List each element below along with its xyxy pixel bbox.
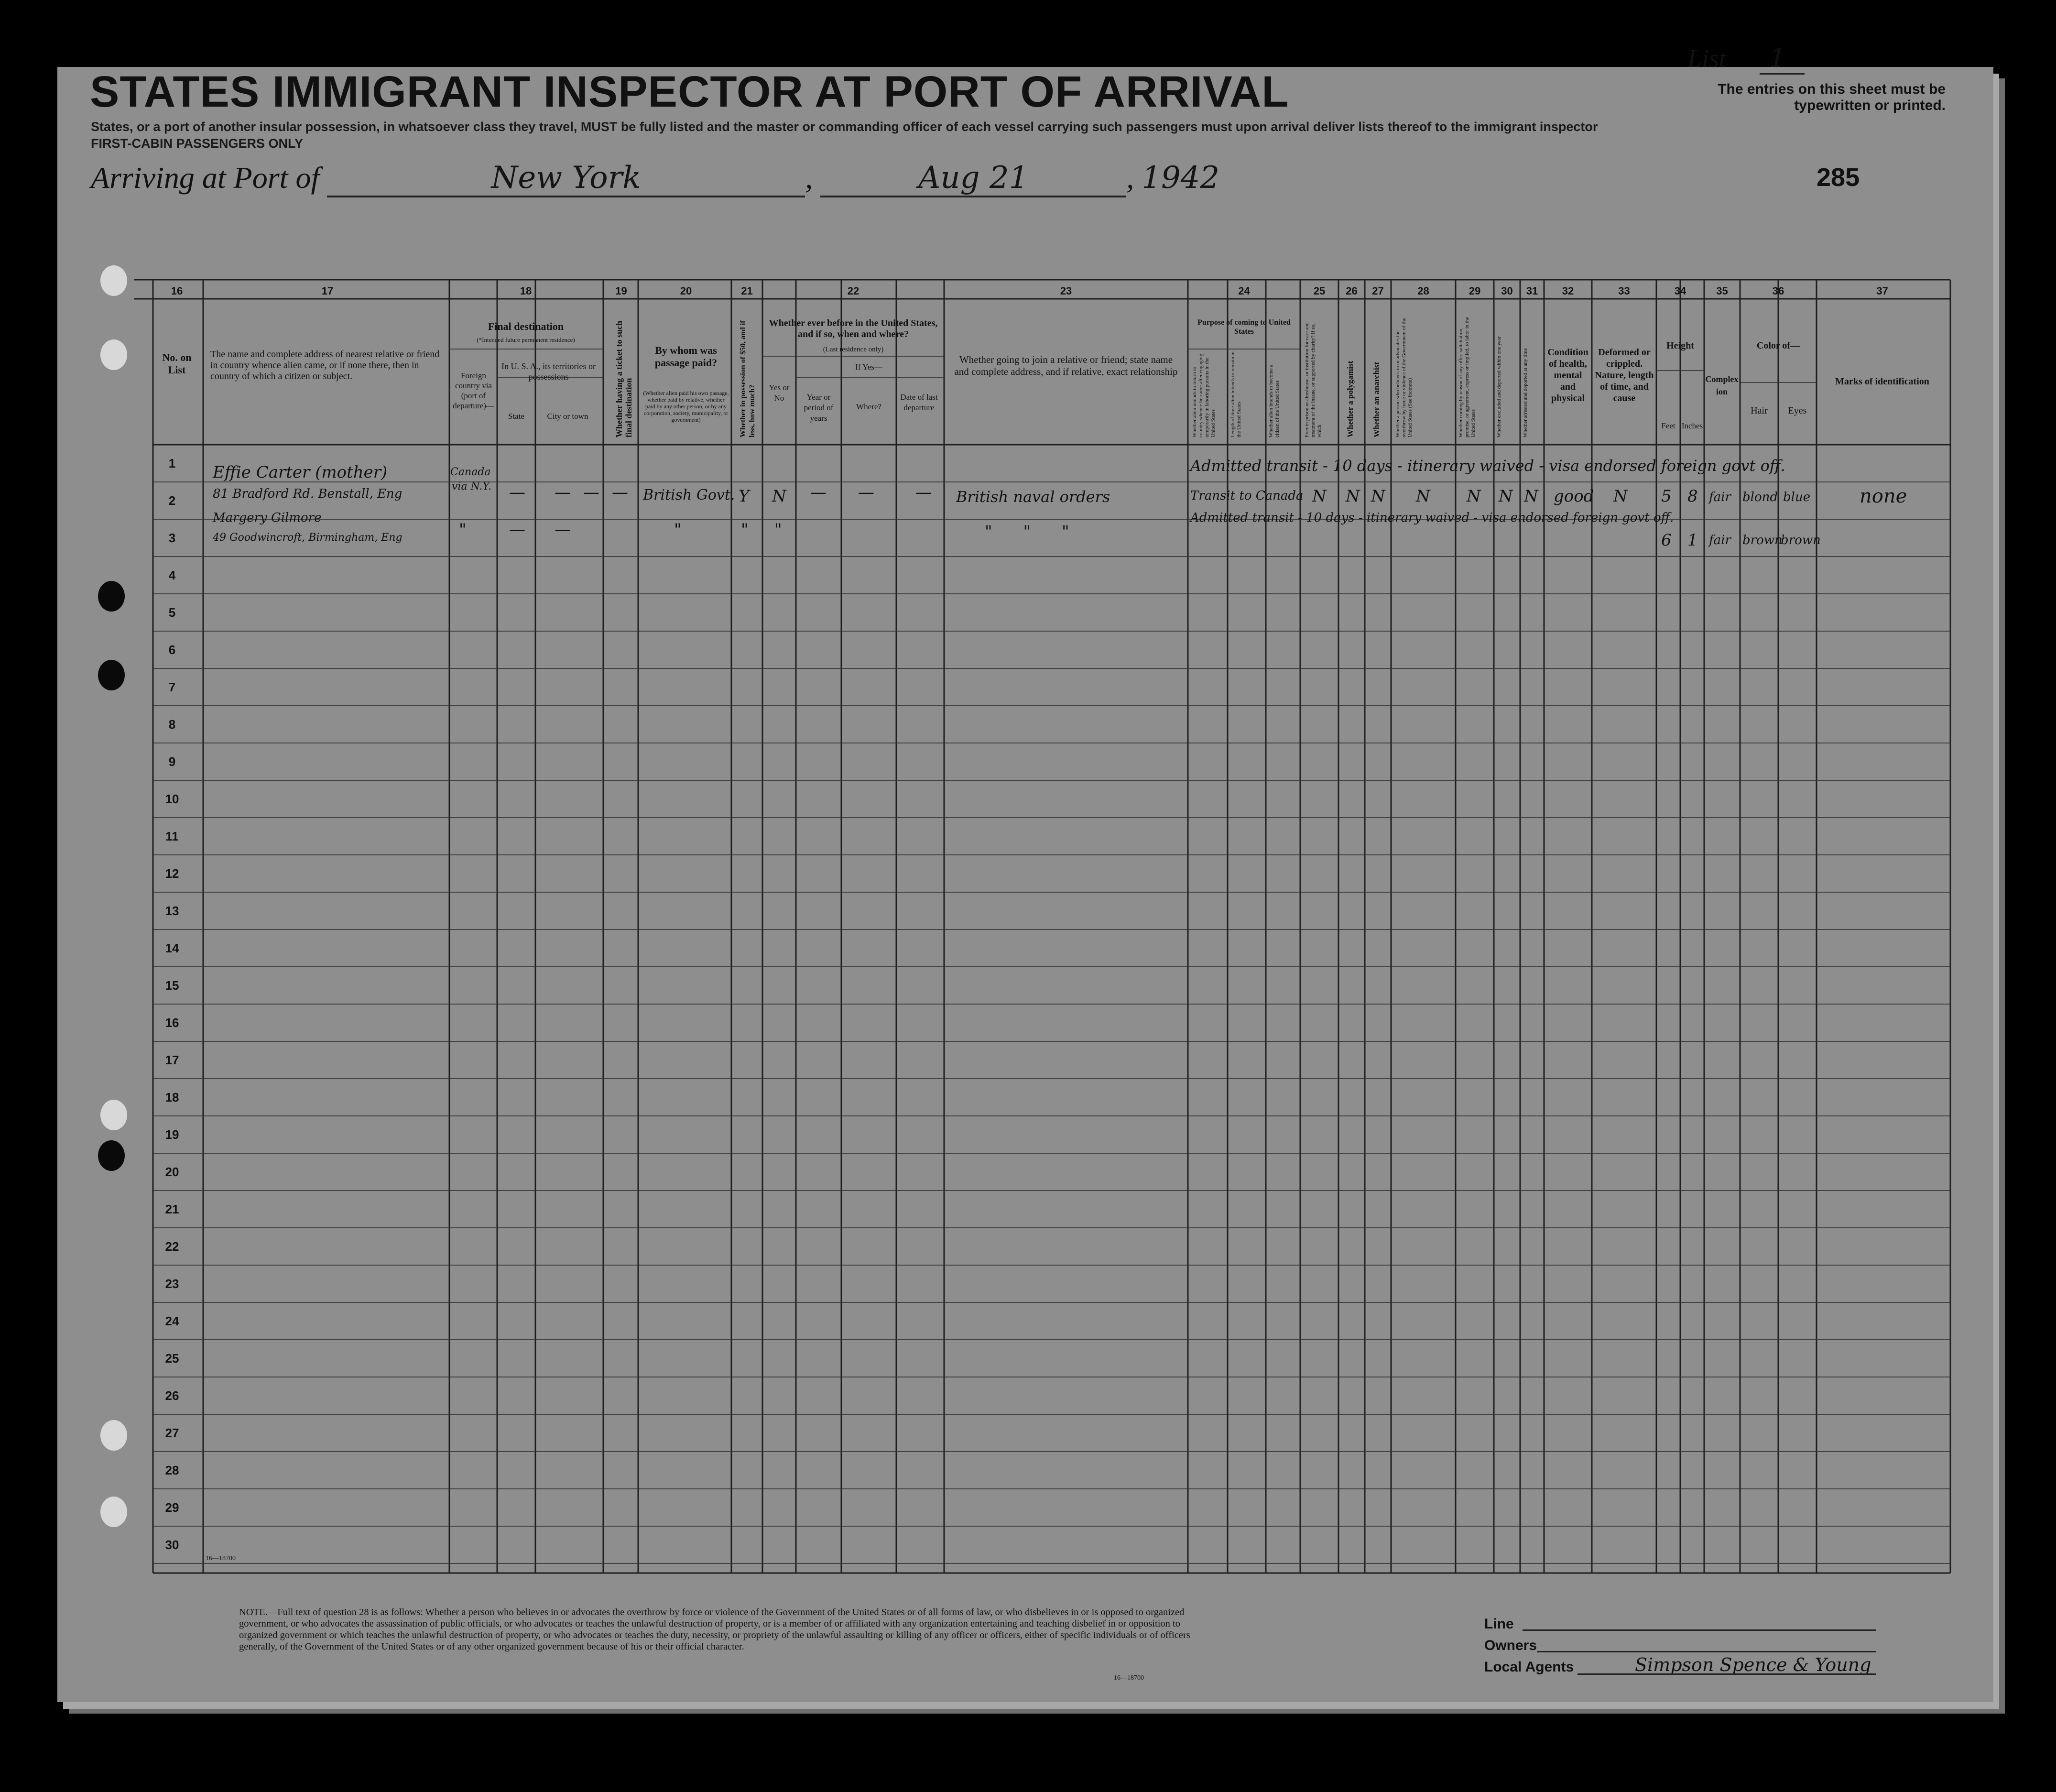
header-no-on-list: No. on List [162, 351, 192, 376]
row1-year: — [810, 483, 827, 502]
row1-q25: N [1312, 487, 1327, 506]
header-q31: Whether arrested and deported at any time [1523, 348, 1528, 437]
row1-q28: N [1416, 487, 1430, 506]
header-ever-before-note: (Last residence only) [823, 346, 884, 353]
row-number: 24 [165, 1314, 179, 1328]
row1-joining: British naval orders [956, 488, 1110, 506]
col-number: 23 [1060, 285, 1072, 297]
header-state: State [508, 412, 524, 421]
row1-hair: blond [1742, 490, 1778, 504]
row2-city: — [555, 520, 571, 539]
col-number: 32 [1562, 285, 1574, 297]
row-number: 27 [165, 1426, 179, 1440]
col-number: 24 [1238, 285, 1250, 297]
header-purpose-b: Length of time alien intends to remain in the United States [1230, 351, 1242, 437]
header-height: Height [1666, 340, 1694, 351]
row1-ticket: — [612, 483, 628, 502]
date-field: Aug 21 [820, 160, 1126, 197]
row1-foreign: Canada [450, 466, 491, 478]
row2-complexion: fair [1709, 533, 1731, 547]
footer-agents-blank [1577, 1673, 1876, 1675]
header-q29: Whether coming by reason of any offer, solicitation, promise, or agreement, express or implied, to labor in the United States [1458, 317, 1476, 437]
col-number: 18 [520, 285, 532, 297]
row-number: 23 [165, 1277, 179, 1291]
col-number: 36 [1772, 285, 1784, 297]
header-deformed: Deformed or crippled. Nature, length of time, and cause [1595, 347, 1654, 404]
header-polygamist: Whether a polygamist [1346, 361, 1355, 437]
footnote-q28: NOTE.—Full text of question 28 is as follows: Whether a person who believes in or advocates the overthrow by force or violence of the Government of the United States or of all forms of law, or who disbelieves in or is opposed to organized government, or who advocates the assassination of public officials, or who advocates or teaches the unlawful destruction of property, or is a member of or affiliated with any organization entertaining and teaching disbelief in or opposition to organized government or which teaches the unlawful destruction of property, or who advocates or teaches the duty, necessity, or propriety of the unlawful assaulting or killing of any officer or officers, either of specific individuals or of officers generally, of the Government of the United States or of any other organized government because of his or their official character. [239, 1607, 1190, 1652]
header-if-yes: If Yes— [855, 362, 882, 372]
row1-deformed: N [1613, 487, 1628, 506]
col-number: 33 [1618, 285, 1630, 297]
col-number: 17 [321, 285, 334, 297]
row2-yes-no: " [774, 520, 782, 539]
row1-relative-address: 81 Bradford Rd. Benstall, Eng [213, 487, 402, 501]
header-prison: Ever in prison or almshouse, or institution for care and treatment of the insane, or supported by charity? If so, which [1304, 322, 1322, 437]
col-number: 29 [1469, 285, 1481, 297]
row1-q27: N [1371, 487, 1385, 506]
header-purpose-a: Whether alien intends to return to country whence he came after engaging temporarily in laboring pursuits in the United States [1192, 354, 1216, 437]
row-number: 20 [165, 1165, 179, 1179]
row1-q26: N [1346, 487, 1360, 506]
header-by-whom: By whom was passage paid? [654, 344, 718, 369]
header-health: Condition of health, mental and physical [1547, 347, 1588, 404]
header-complexion: Complexion [1705, 374, 1739, 396]
header-inches: Inches [1681, 421, 1703, 430]
row-number: 21 [165, 1202, 179, 1216]
row1-q29: N [1467, 487, 1481, 506]
row-number: 30 [165, 1538, 179, 1552]
row2-hair: brown [1742, 533, 1783, 547]
header-marks: Marks of identification [1835, 376, 1929, 387]
header-feet: Feet [1661, 421, 1675, 430]
row2-inches: 1 [1687, 531, 1698, 550]
footer-line-label: Line [1484, 1616, 1514, 1632]
header-by-whom-note: (Whether alien paid his own passage, whether paid by relative, whether paid by any other person, or by any corporation, society, municipality, or government) [643, 390, 729, 423]
row2-foreign: " [459, 520, 467, 539]
row-number: 2 [168, 493, 176, 508]
row-number: 6 [168, 643, 176, 657]
row1-health: good [1554, 487, 1594, 506]
row-number: 9 [168, 754, 176, 769]
col-number: 35 [1716, 285, 1728, 297]
row2-possession: " [741, 520, 749, 539]
list-number: List 1 [1687, 43, 1805, 73]
row-number: 11 [165, 829, 179, 843]
header-hair: Hair [1751, 405, 1768, 416]
header-foreign-country: Foreign country via (port of departure)— [453, 371, 494, 410]
row1-purpose-note: Admitted transit - 10 days - itinerary waived - visa endorsed foreign govt off. [1190, 457, 1785, 475]
port-field: New York [327, 160, 805, 197]
row1-feet: 5 [1661, 487, 1672, 506]
row-number: 17 [165, 1053, 179, 1067]
row-number: 29 [165, 1500, 179, 1515]
col-number: 27 [1372, 285, 1384, 297]
header-in-usa: In U. S. A., its territories or possessions [501, 361, 596, 382]
row-number: 13 [165, 904, 179, 918]
footer-agents-label: Local Agents [1484, 1659, 1574, 1675]
page-title: STATES IMMIGRANT INSPECTOR AT PORT OF ARRIVAL [90, 67, 1289, 116]
row2-feet: 6 [1661, 531, 1672, 550]
row1-marks: none [1860, 485, 1907, 507]
footer-agents-value: Simpson Spence & Young [1635, 1654, 1871, 1675]
row2-state: — [509, 520, 525, 539]
row1-yes-no: N [772, 487, 786, 506]
row1-eyes: blue [1783, 490, 1811, 504]
row1-city: — [555, 483, 571, 502]
footer-line-blank [1523, 1629, 1876, 1631]
row-number: 15 [165, 978, 179, 993]
header-eyes: Eyes [1788, 405, 1807, 416]
row1-foreign-via: via N.Y. [452, 481, 492, 492]
header-q28: Whether a person who believes in or advocates the overthrow by force or violence of the Government of the United States (See footnote) [1395, 317, 1413, 437]
row1-where: — [858, 483, 874, 502]
row1-inches: 8 [1687, 487, 1698, 506]
row-number: 26 [165, 1388, 179, 1403]
row1-by-whom: British Govt. [643, 487, 735, 503]
row-number: 3 [168, 531, 176, 545]
row1-state: — [509, 483, 525, 502]
row1-city-dash: — [583, 483, 599, 502]
header-date-last: Date of last departure [900, 393, 938, 412]
header-q30: Whether excluded and deported within one year [1496, 336, 1502, 437]
row-number: 8 [168, 717, 176, 732]
row-number: 1 [168, 456, 176, 470]
header-year-period: Year or period of years [804, 393, 834, 423]
footer-owners-label: Owners [1484, 1638, 1537, 1653]
row-number: 4 [168, 568, 176, 582]
row1-date-last: — [915, 483, 932, 502]
header-possession-50: Whether in possession of $50, and if less, how much? [739, 320, 756, 437]
page-subtitle: States, or a port of another insular possession, in whatsoever class they travel, MUST be fully listed and the master or commanding officer of each vessel carrying such passengers must upon arrival deliver lists thereof to the immigrant inspector [91, 120, 1598, 134]
header-where: Where? [856, 402, 881, 411]
header-final-destination-note: (*Intended future permanent residence) [477, 336, 575, 343]
form-number-bottom: 16—18700 [1114, 1674, 1144, 1682]
row2-purpose-note: Admitted transit - 10 days - itinerary waived - visa endorsed foreign govt off. [1190, 511, 1674, 525]
row-number: 7 [168, 680, 176, 694]
col-number: 16 [171, 285, 183, 297]
row1-q30: N [1499, 487, 1513, 506]
row2-by-whom: " [674, 520, 682, 539]
col-number: 34 [1674, 285, 1686, 297]
row-number: 16 [165, 1016, 179, 1030]
footer-owners-blank [1537, 1651, 1876, 1652]
row1-complexion: fair [1709, 490, 1731, 504]
header-yes-no: Yes or No [769, 383, 790, 403]
header-anarchist: Whether an anarchist [1372, 361, 1381, 437]
row2-joining: " " " [985, 522, 1069, 541]
col-number: 20 [680, 285, 692, 297]
header-joining: Whether going to join a relative or friend; state name and complete address, and if relative, exact relationship [954, 354, 1178, 377]
row1-possession: Y [739, 487, 750, 506]
header-ever-before: Whether ever before in the United States, and if so, when and where? [769, 318, 938, 339]
row-number: 10 [165, 792, 179, 806]
header-final-destination: Final destination [488, 320, 564, 332]
col-number: 25 [1313, 285, 1326, 297]
row1-q31: N [1524, 487, 1538, 506]
row-number: 28 [165, 1463, 179, 1477]
header-nearest-relative: The name and complete address of nearest relative or friend in country whence alien came, or if none there, then in country of which a citizen or subject. [210, 349, 440, 382]
col-number: 28 [1417, 285, 1429, 297]
header-color-of: Color of— [1756, 340, 1800, 351]
row-number: 19 [165, 1127, 179, 1142]
row2-eyes: brown [1781, 533, 1821, 547]
row-number: 12 [165, 866, 179, 881]
page-number: 285 [1817, 163, 1860, 192]
row2-relative: Margery Gilmore [213, 511, 322, 525]
header-ticket: Whether having a ticket to such final destination [614, 320, 633, 437]
row-number: 18 [165, 1090, 179, 1104]
first-cabin-label: FIRST-CABIN PASSENGERS ONLY [91, 136, 304, 151]
col-number: 31 [1526, 285, 1538, 297]
form-number: 16—18700 [206, 1555, 236, 1562]
row1-relative: Effie Carter (mother) [213, 463, 388, 482]
row1-purpose-a: Transit to Canada [1190, 489, 1304, 503]
row-number: 22 [165, 1239, 179, 1254]
row-number: 25 [165, 1351, 179, 1366]
row2-relative-address: 49 Goodwincroft, Birmingham, Eng [213, 532, 402, 544]
entries-note: The entries on this sheet must be typewritten or printed. [1718, 81, 1946, 113]
col-number: 22 [847, 285, 859, 297]
arrival-line: Arriving at Port of New York , Aug 21 , 1942 [91, 160, 1219, 197]
header-city: City or town [547, 412, 588, 421]
header-purpose-c: Whether alien intends to become a citizen of the United States [1268, 364, 1280, 437]
row-number: 5 [168, 605, 176, 620]
col-number: 19 [615, 285, 627, 297]
col-number: 26 [1346, 285, 1358, 297]
header-purpose: Purpose of coming to United States [1197, 318, 1291, 336]
col-number: 37 [1876, 285, 1888, 297]
col-number: 30 [1501, 285, 1513, 297]
row-number: 14 [165, 941, 179, 955]
col-number: 21 [741, 285, 753, 297]
